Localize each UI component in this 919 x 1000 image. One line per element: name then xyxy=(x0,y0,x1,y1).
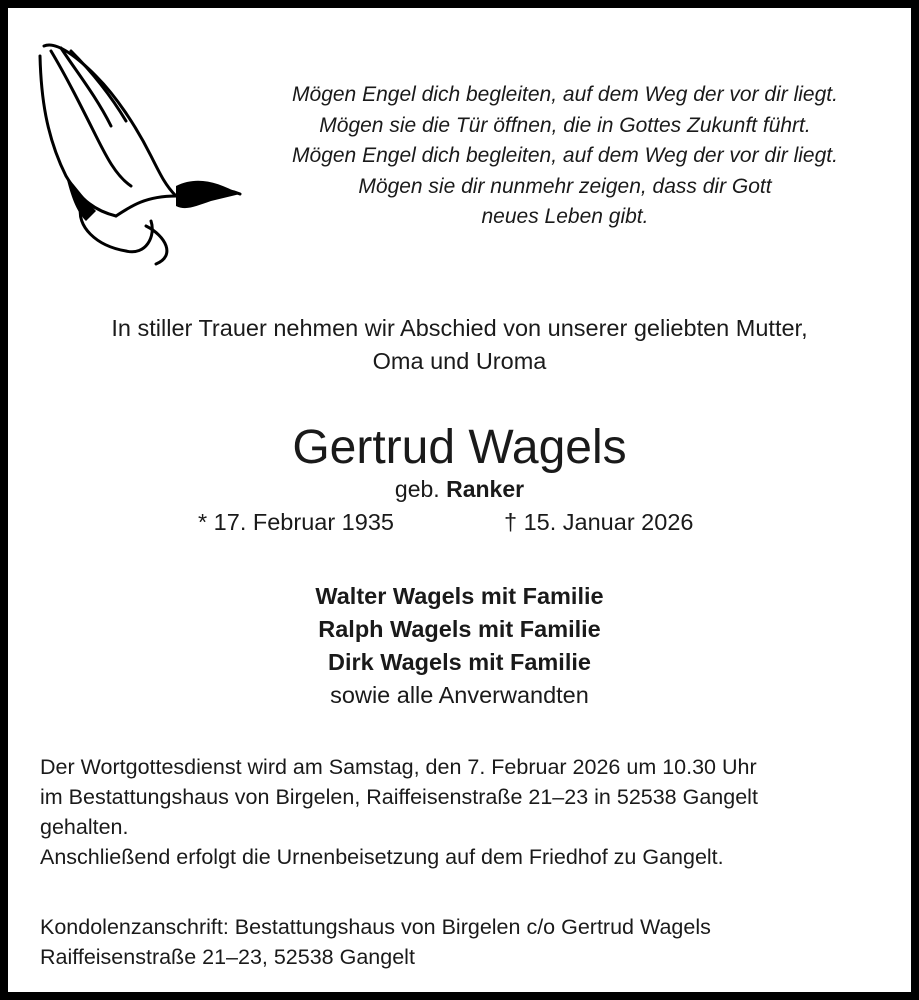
geb-prefix: geb. xyxy=(394,476,440,502)
family-member: Ralph Wagels mit Familie xyxy=(318,616,601,642)
intro-line: In stiller Trauer nehmen wir Abschied von unserer geliebten Mutter, xyxy=(111,315,808,341)
condolence-address xyxy=(40,912,711,972)
condolence-line: Kondolenzanschrift: Bestattungshaus von Birgelen c/o Gertrud Wagels xyxy=(40,915,711,939)
intro-line: Oma und Uroma xyxy=(372,348,547,374)
relatives: sowie alle Anverwandten xyxy=(330,682,589,708)
poem-line: neues Leben gibt. xyxy=(481,205,649,228)
deceased-name: Gertrud Wagels xyxy=(292,421,627,474)
service-line: im Bestattungshaus von Birgelen, Raiffeisenstraße 21–23 in 52538 Gangelt xyxy=(40,785,758,809)
service-line: Der Wortgottesdienst wird am Samstag, den 7. Februar 2026 um 10.30 Uhr xyxy=(40,755,757,779)
intro-text xyxy=(0,312,919,378)
maiden-name-line xyxy=(0,476,919,503)
birth-date: * 17. Februar 1935 xyxy=(198,509,394,535)
poem-line: Mögen Engel dich begleiten, auf dem Weg der vor dir liegt. xyxy=(292,83,838,106)
service-info xyxy=(40,752,758,872)
death-date: † 15. Januar 2026 xyxy=(504,509,694,535)
poem-line: Mögen sie dir nunmehr zeigen, dass dir Gott xyxy=(358,174,772,198)
poem xyxy=(240,80,890,233)
family-list xyxy=(0,580,919,712)
poem-line: Mögen Engel dich begleiten, auf dem Weg der vor dir liegt. xyxy=(292,144,838,167)
praying-hands-icon xyxy=(36,36,242,266)
maiden-name: Ranker xyxy=(446,476,525,502)
service-line: Anschließend erfolgt die Urnenbeisetzung auf dem Friedhof zu Gangelt. xyxy=(40,845,724,869)
family-member: Walter Wagels mit Familie xyxy=(315,583,604,609)
family-member: Dirk Wagels mit Familie xyxy=(328,649,591,675)
condolence-line: Raiffeisenstraße 21–23, 52538 Gangelt xyxy=(40,945,415,969)
service-line: gehalten. xyxy=(40,815,129,839)
poem-line: Mögen sie die Tür öffnen, die in Gottes Zukunft führt. xyxy=(319,113,811,137)
